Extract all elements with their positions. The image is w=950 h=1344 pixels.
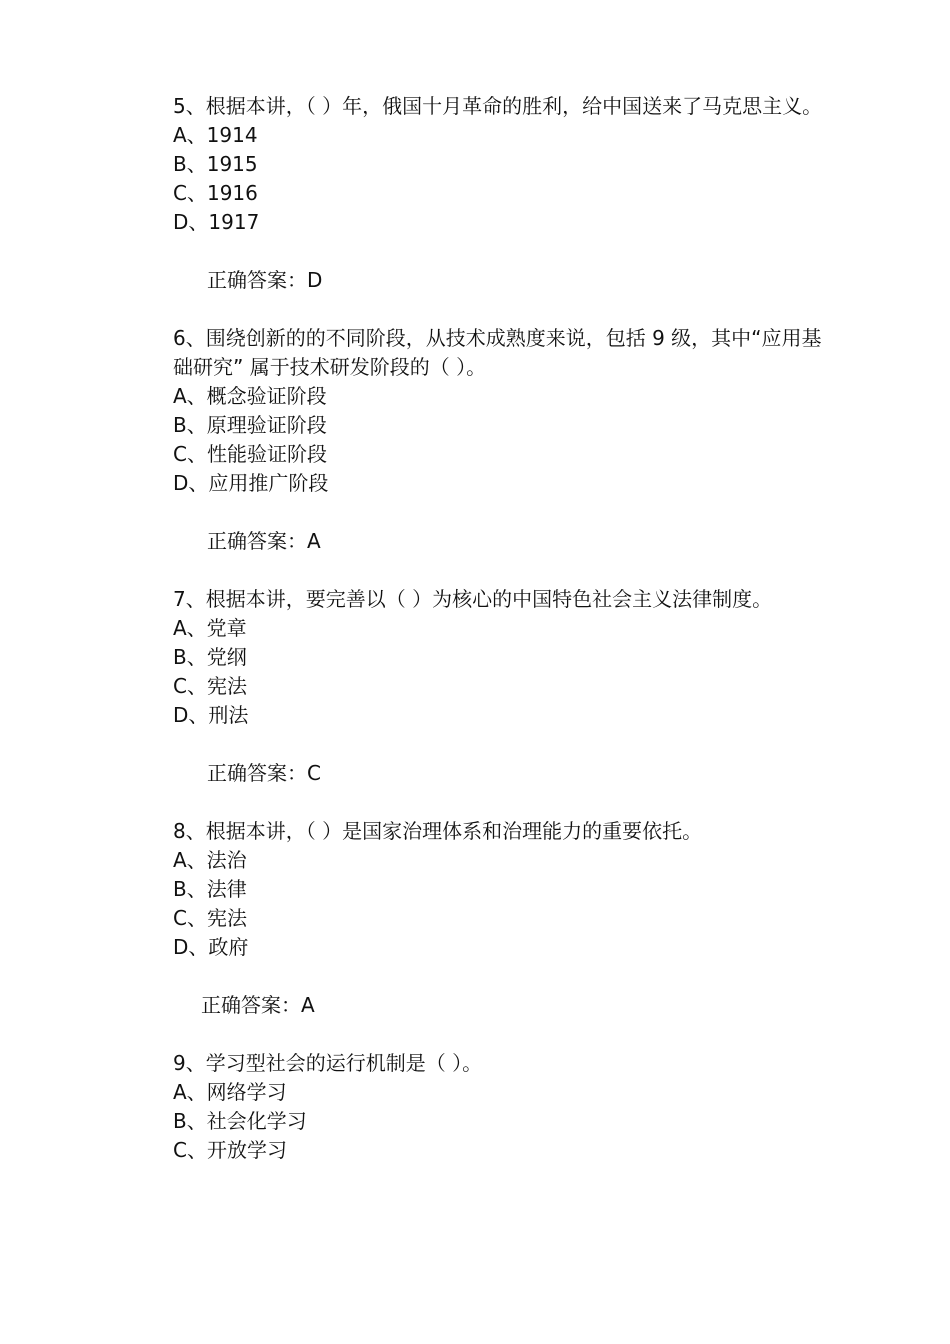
option-c: C、性能验证阶段 bbox=[173, 442, 327, 466]
option-a: A、1914 bbox=[173, 123, 258, 147]
option-c: C、宪法 bbox=[173, 906, 247, 930]
question-text: 8、根据本讲，（ ）是国家治理体系和治理能力的重要依托。 bbox=[173, 819, 703, 843]
option-d: D、应用推广阶段 bbox=[173, 471, 329, 495]
correct-answer: 正确答案：A bbox=[207, 529, 321, 553]
option-b: B、原理验证阶段 bbox=[173, 413, 327, 437]
question-7 bbox=[173, 585, 823, 788]
question-5 bbox=[173, 92, 823, 295]
option-c: C、1916 bbox=[173, 181, 258, 205]
correct-answer: 正确答案：A bbox=[201, 993, 315, 1017]
correct-answer: 正确答案：D bbox=[207, 268, 323, 292]
option-b: B、1915 bbox=[173, 152, 258, 176]
option-d: D、政府 bbox=[173, 935, 249, 959]
option-a: A、概念验证阶段 bbox=[173, 384, 327, 408]
question-8 bbox=[173, 817, 823, 1020]
option-a: A、党章 bbox=[173, 616, 247, 640]
option-d: D、1917 bbox=[173, 210, 260, 234]
option-a: A、法治 bbox=[173, 848, 247, 872]
option-d: D、刑法 bbox=[173, 703, 249, 727]
question-6 bbox=[173, 324, 823, 556]
option-b: B、社会化学习 bbox=[173, 1109, 307, 1133]
option-b: B、法律 bbox=[173, 877, 247, 901]
question-text: 6、围绕创新的的不同阶段，从技术成熟度来说，包括 9 级，其中“应用基础研究” 属于技术研发阶段的（ ）。 bbox=[173, 326, 822, 379]
option-b: B、党纲 bbox=[173, 645, 247, 669]
question-list bbox=[173, 92, 823, 1165]
option-a: A、网络学习 bbox=[173, 1080, 287, 1104]
question-9 bbox=[173, 1049, 823, 1165]
correct-answer: 正确答案：C bbox=[207, 761, 321, 785]
question-text: 9、学习型社会的运行机制是（ ）。 bbox=[173, 1051, 483, 1075]
question-text: 7、根据本讲，要完善以（ ）为核心的中国特色社会主义法律制度。 bbox=[173, 587, 773, 611]
question-text: 5、根据本讲，（ ）年，俄国十月革命的胜利，给中国送来了马克思主义。 bbox=[173, 94, 823, 118]
option-c: C、宪法 bbox=[173, 674, 247, 698]
option-c: C、开放学习 bbox=[173, 1138, 287, 1162]
